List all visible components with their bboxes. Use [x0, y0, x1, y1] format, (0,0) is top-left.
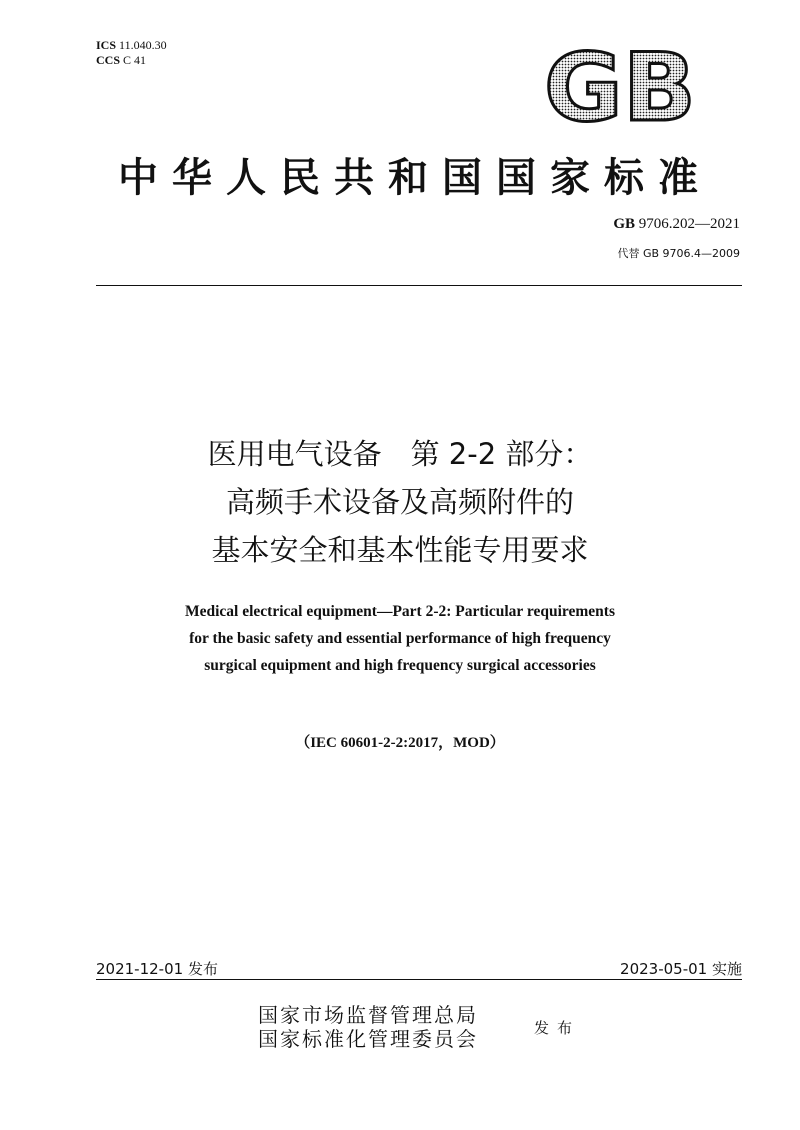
publish-label: 发布	[534, 1019, 581, 1037]
iec-reference: （IEC 60601-2-2:2017，MOD）	[295, 735, 505, 751]
english-title	[60, 598, 740, 679]
ccs-label: CCS	[96, 53, 121, 67]
standard-code-number: 9706.202—2021	[638, 216, 740, 232]
english-title-line-2: for the basic safety and essential performance of high frequency	[189, 630, 611, 647]
classification-codes	[96, 38, 167, 68]
ccs-line	[96, 53, 167, 68]
english-title-line-3: surgical equipment and high frequency surgical accessories	[204, 657, 596, 674]
english-title-line-1: Medical electrical equipment—Part 2-2: Particular requirements	[184, 603, 615, 620]
gb-logo	[540, 48, 700, 128]
replaces-standard: 代替 GB 9706.4—2009	[617, 247, 740, 260]
issue-date: 2021-12-01 发布	[96, 960, 218, 978]
issuing-authorities	[258, 1003, 478, 1051]
dates-row	[96, 958, 742, 979]
standard-code-prefix: GB	[613, 216, 635, 232]
chinese-title-line-3: 基本安全和基本性能专用要求	[211, 533, 589, 567]
national-standard-title: 中华人民共和国国家标准	[118, 154, 712, 201]
ics-label: ICS	[96, 38, 117, 52]
chinese-title	[60, 430, 740, 574]
issuer-line-1: 国家市场监督管理总局	[258, 1003, 478, 1027]
gb-logo-text: GB	[544, 48, 696, 128]
chinese-title-line-2: 高频手术设备及高频附件的	[225, 485, 574, 519]
ccs-value: C 41	[123, 53, 147, 67]
ics-line	[96, 38, 167, 53]
chinese-title-line-1: 医用电气设备 第 2-2 部分：	[207, 437, 593, 471]
header-divider	[96, 285, 742, 286]
ics-value: 11.040.30	[119, 38, 167, 52]
footer-divider	[96, 979, 742, 980]
issuer-line-2: 国家标准化管理委员会	[258, 1027, 478, 1051]
standard-code	[613, 216, 740, 233]
implementation-date: 2023-05-01 实施	[620, 960, 742, 978]
